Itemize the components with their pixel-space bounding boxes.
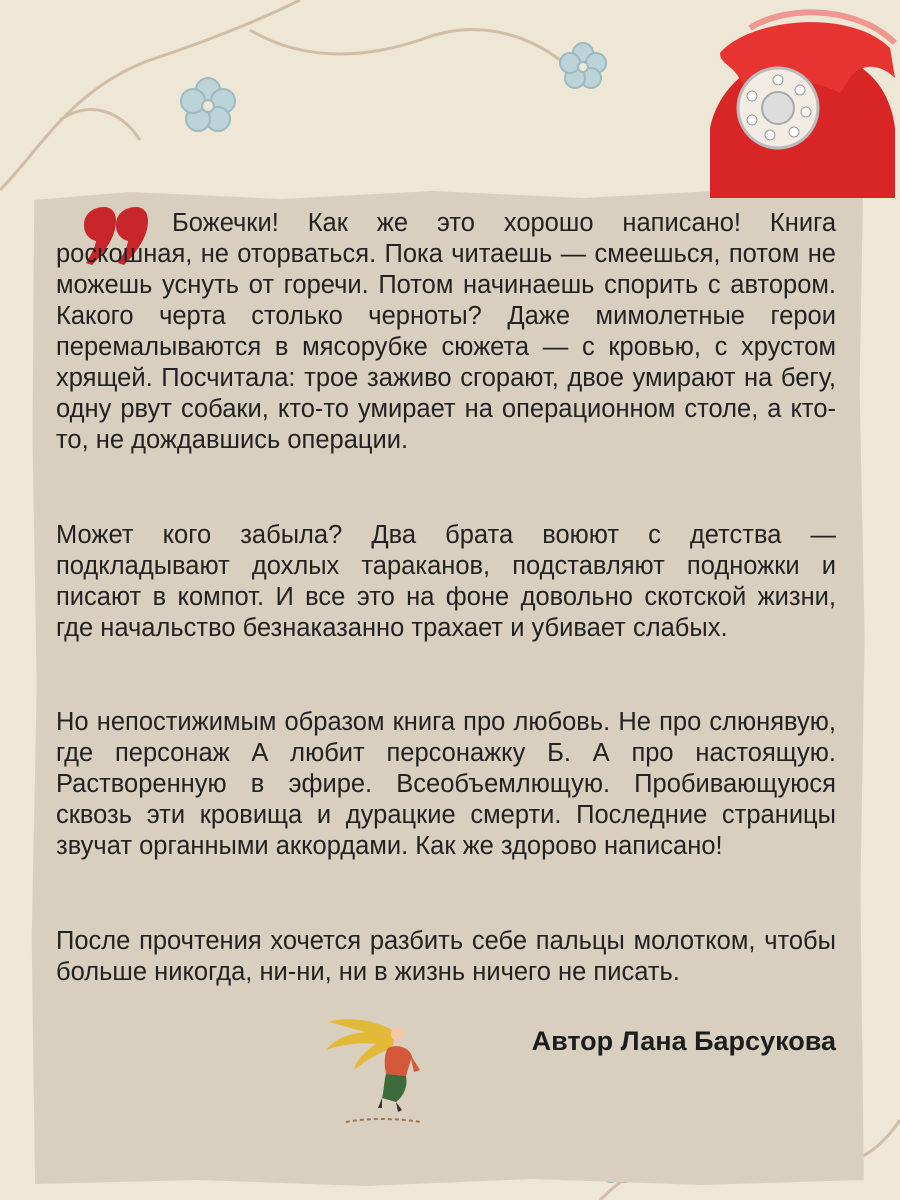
telephone-illustration [690, 8, 900, 198]
author-signature: Автор Лана Барсукова [531, 1026, 836, 1056]
review-paragraph-4: После прочтения хочется разбить себе пальцы молотком, чтобы больше никогда, ни-ни, ни в жизнь ничего не писать. [56, 927, 836, 986]
girl-illustration [326, 1010, 436, 1125]
review-paragraph-2: Может кого забыла? Два брата воюют с детства — подкладывают дохлых тараканов, подставляют подножки и писают в компот. И все это на фоне довольно скотской жизни, где начальство безнаказанно трахает и убивает слабых. [56, 521, 836, 642]
review-paragraph-1: Божечки! Как же это хорошо написано! Книга роскошная, не оторваться. Пока читаешь — смеешься, потом не можешь уснуть от горечи. Потом начинаешь спорить с автором. Какого черта столько черноты? Даже мимолетные герои перемалываются в мясорубке сюжета — с кровью, с хрустом хрящей. Посчитала: трое заживо сгорают, двое умирают на бегу, одну рвут собаки, кто-то умирает на операционном столе, а кто-то, не дождавшись операции. [56, 209, 836, 454]
review-paragraph-3: Но непостижимым образом книга про любовь. Не про слюнявую, где персонаж А любит персонажку Б. А про настоящую. Растворенную в эфире. Всеобъемлющую. Пробивающуюся сквозь эти кровища и дурацкие смерти. Последние страницы звучат органными аккордами. Как же здорово написано! [56, 708, 836, 860]
